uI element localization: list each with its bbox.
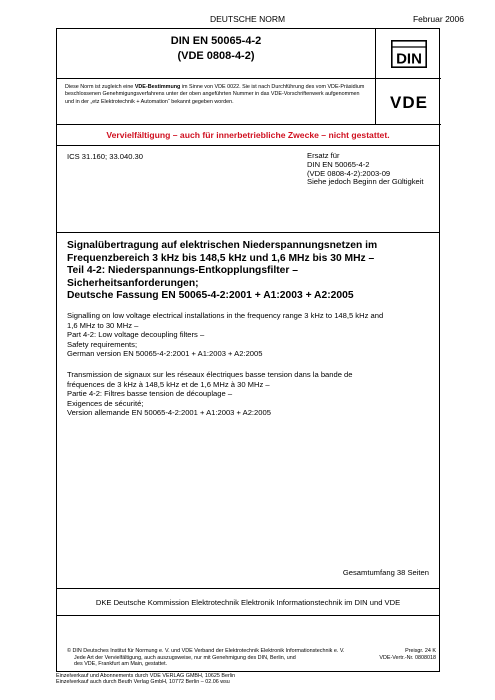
english-title: Signalling on low voltage electrical installations in the frequency range 3 kHz to 148,5 kHz and 1,6 MHz to 30 MHz – Part 4-2: Low voltage decoupling filters – Safety requirements; German version EN 50065-4-2:2001 + A1:2003 + A2:2005 [67, 311, 384, 359]
standard-type: DEUTSCHE NORM [209, 14, 286, 24]
reproduction-notice: Vervielfältigung – auch für innerbetriebliche Zwecke – nicht gestattet. [106, 130, 390, 140]
copyright-notice: © DIN Deutsches Institut für Normung e. V. und VDE Verband der Elektrotechnik Elektronik Informationstechnik e. V. Jede Art der Vervielfältigung, auch auszugsweise, nur mit Genehmigung des DIN, Berlin, und des VDE, Frankfurt am Main, gestattet. [67, 648, 345, 668]
cover-frame [56, 28, 440, 672]
german-title: Signalübertragung auf elektrischen Niederspannungsnetzen im Frequenzbereich 3 kHz bis 148,5 kHz und 1,6 MHz bis 30 MHz – Teil 4-2: Niederspannungs-Entkopplungsfilter – Sicherheitsanforderungen; Deutsche Fassung EN 50065-4-2:2001 + A1:2003 + A2:2005 [67, 240, 378, 302]
replacement-info: Ersatz für DIN EN 50065-4-2 (VDE 0808-4-2):2003-09 Siehe jedoch Beginn der Gültigkeit [307, 151, 424, 187]
divider [57, 615, 439, 616]
svg-text:DIN: DIN [396, 50, 422, 68]
vde-regulation-notice: Diese Norm ist zugleich eine VDE-Bestimmung im Sinne von VDE 0022. Sie ist nach Durchführung des vom VDE-Präsidium beschlossenen Genehmigungsverfahrens unter der oben angeführten Nummer in das VDE-Vorschriftenwerk aufgenommen und in der „etz Elektrotechnik + Automation“ bekannt gegeben worden. [57, 79, 376, 125]
sales-info: Einzelverkauf und Abonnements durch VDE VERLAG GMBH, 10625 Berlin Einzelverkauf auch durch Beuth Verlag GmbH, 10772 Berlin – 02.06 wsu [56, 673, 236, 686]
vde-number: (VDE 0808-4-2) [177, 50, 255, 62]
ics-code: ICS 31.160; 33.040.30 [67, 152, 143, 161]
divider [57, 588, 439, 589]
french-title: Transmission de signaux sur les réseaux électriques basse tension dans la bande de fréquences de 3 kHz à 148,5 kHz et de 1,6 MHz à 30 MHz – Partie 4-2: Filtres basse tension de découplage – Exigences de sécurité; Version allemande EN 50065-4-2:2001 + A1:2003 + A2:2005 [67, 370, 353, 418]
issue-date: Februar 2006 [412, 14, 464, 24]
total-pages: Gesamtumfang 38 Seiten [342, 568, 429, 577]
divider [57, 232, 439, 233]
svg-text:VDE: VDE [390, 93, 428, 111]
committee-name: DKE Deutsche Kommission Elektrotechnik Elektronik Informationstechnik im DIN und VDE [95, 598, 401, 607]
vde-logo [376, 79, 441, 125]
standard-number-block [57, 29, 376, 79]
din-logo [376, 29, 441, 79]
din-number: DIN EN 50065-4-2 [170, 35, 262, 47]
price-info: Preisgr. 24 K VDE-Vertr.-Nr. 0808018 [379, 648, 436, 661]
page-header [0, 14, 495, 28]
divider [57, 145, 439, 146]
